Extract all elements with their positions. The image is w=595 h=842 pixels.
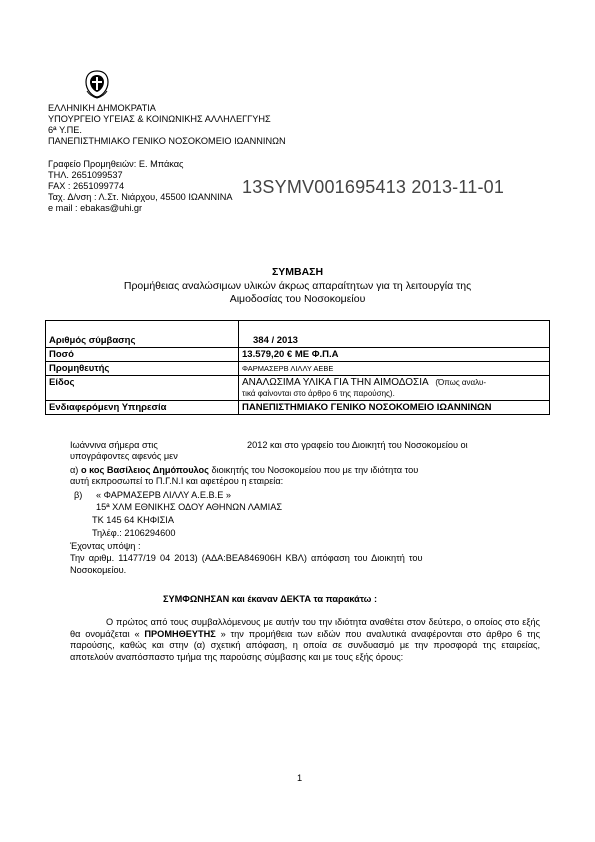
party-b-phone: Τηλέφ.: 2106294600 [92,528,176,538]
table-value: ΦΑΡΜΑΣΕΡΒ ΛΙΛΛΥ ΑΕΒΕ [239,362,550,376]
table-label: Είδος [46,376,239,401]
item-note: (Όπως αναλυ- [435,378,487,387]
agreement-heading: ΣΥΜΦΩΝΗΣΑΝ και έκαναν ΔΕΚΤΑ τα παρακάτω : [163,594,378,604]
header-region: 6ª Υ.ΠΕ. [48,125,82,135]
date-place-label: Ιωάννινα σήμερα στις [70,440,158,450]
party-a-role: διοικητής του Νοσοκομείου που με την ιδιότητα του [211,465,419,475]
contact-fax: FAX : 2651099774 [48,181,125,191]
table-label: Ποσό [46,348,239,362]
table-value: 384 / 2013 [239,321,550,348]
party-a-line [70,465,418,477]
table-value [239,376,550,401]
table-row [46,362,550,376]
supplier-term: ΠΡΟΜΗΘΕΥΤΗΣ [144,628,216,639]
table-row [46,321,550,348]
header-ministry: ΥΠΟΥΡΓΕΙΟ ΥΓΕΙΑΣ & ΚΟΙΝΩΝΙΚΗΣ ΑΛΛΗΛΕΓΓΥΗΣ [48,114,271,124]
decision-ref-line1: Την αριθμ. 11477/19 04 2013) (ΑΔΑ:ΒΕΑ846906Η ΚΒΛ) απόφαση του Διοικητή του [70,553,423,563]
party-a-represents: αυτή εκπροσωπεί το Π.Γ.Ν.Ι και αφετέρου η εταιρεία: [70,476,284,486]
party-b-prefix: β) [74,490,83,500]
table-value: ΠΑΝΕΠΙΣΤΗΜΙΑΚΟ ΓΕΝΙΚΟ ΝΟΣΟΚΟΜΕΙΟ ΙΩΑΝΝΙΝΩΝ [239,401,550,415]
final-paragraph [70,617,540,663]
coat-of-arms-emblem [84,69,110,99]
table-value: 13.579,20 € ΜΕ Φ.Π.Α [239,348,550,362]
party-b-address: 15ª ΧΛΜ ΕΘΝΙΚΗΣ ΟΔΟΥ ΑΘΗΝΩΝ ΛΑΜΙΑΣ [96,502,283,512]
party-a-prefix: α) [70,465,79,475]
final-paragraph-start: Ο πρώτος από τους συμβαλλόμενους με αυτήν του την ιδιότητα αναθέτει στον δεύτερο, ο οποίος στο εξής θα ονομάζεται « [70,617,540,639]
contract-info-table [45,320,550,415]
item-type: ΑΝΑΛΩΣΙΜΑ ΥΛΙΚΑ ΓΙΑ ΤΗΝ ΑΙΜΟΔΟΣΙΑ [242,377,429,388]
contact-email: e mail : ebakas@uhi.gr [48,203,143,213]
contact-address: Ταχ. Δ/νση : Λ.Στ. Νιάρχου, 45500 ΙΩΑΝΝΙΝΑ [48,192,233,202]
item-note-cont: τικά φαίνονται στο άρθρο 6 της παρούσης). [242,389,395,398]
contract-subject-line1: Προμήθειας αναλώσιμων υλικών άκρως απαραίτητων για τη λειτουργία της [123,280,472,292]
signatories-intro: υπογράφοντες αφενός μεν [70,451,178,461]
party-b-name: « ΦΑΡΜΑΣΕΡΒ ΛΙΛΛΥ Α.Ε.Β.Ε » [96,490,231,500]
contract-heading [0,266,595,279]
table-row [46,348,550,362]
party-a-name: ο κος Βασίλειος Δημόπουλος [80,465,209,475]
header-country: ΕΛΛΗΝΙΚΗ ΔΗΜΟΚΡΑΤΙΑ [48,103,156,113]
table-label: Αριθμός σύμβασης [46,321,239,348]
contact-office: Γραφείο Προμηθειών: Ε. Μπάκας [48,159,184,169]
contract-heading-text: ΣΥΜΒΑΣΗ [271,266,324,278]
contract-subject-line2: Αιμοδοσίας του Νοσοκομείου [229,293,366,305]
header-hospital: ΠΑΝΕΠΙΣΤΗΜΙΑΚΟ ΓΕΝΙΚΟ ΝΟΣΟΚΟΜΕΙΟ ΙΩΑΝΝΙΝΩΝ [48,136,286,146]
final-paragraph-end: » την προμήθεια των ειδών που αναλυτικά αναφέρονται στο άρθρο 6 της παρούσης, καθώς και στην (α) σχετική απόφαση, η οποία σε συνδυασμό με την προσφορά της εταιρείας, αποτελούν αναπόσπαστο τμήμα της παρούσης σύμβασης και με τους εξής όρους: [70,628,540,662]
table-label: Προμηθευτής [46,362,239,376]
contact-phone: ΤΗΛ. 2651099537 [48,170,123,180]
having-regard-label: Έχοντας υπόψη : [70,541,141,551]
date-place-rest: 2012 και στο γραφείο του Διοικητή του Νοσοκομείου οι [247,440,468,450]
registration-stamp: 13SYMV001695413 2013-11-01 [242,177,505,197]
page-number: 1 [297,773,303,783]
table-row [46,401,550,415]
table-row [46,376,550,401]
party-b-city: ΤΚ 145 64 ΚΗΦΙΣΙΑ [92,515,174,525]
decision-ref-line2: Νοσοκομείου. [70,565,127,575]
table-label: Ενδιαφερόμενη Υπηρεσία [46,401,239,415]
